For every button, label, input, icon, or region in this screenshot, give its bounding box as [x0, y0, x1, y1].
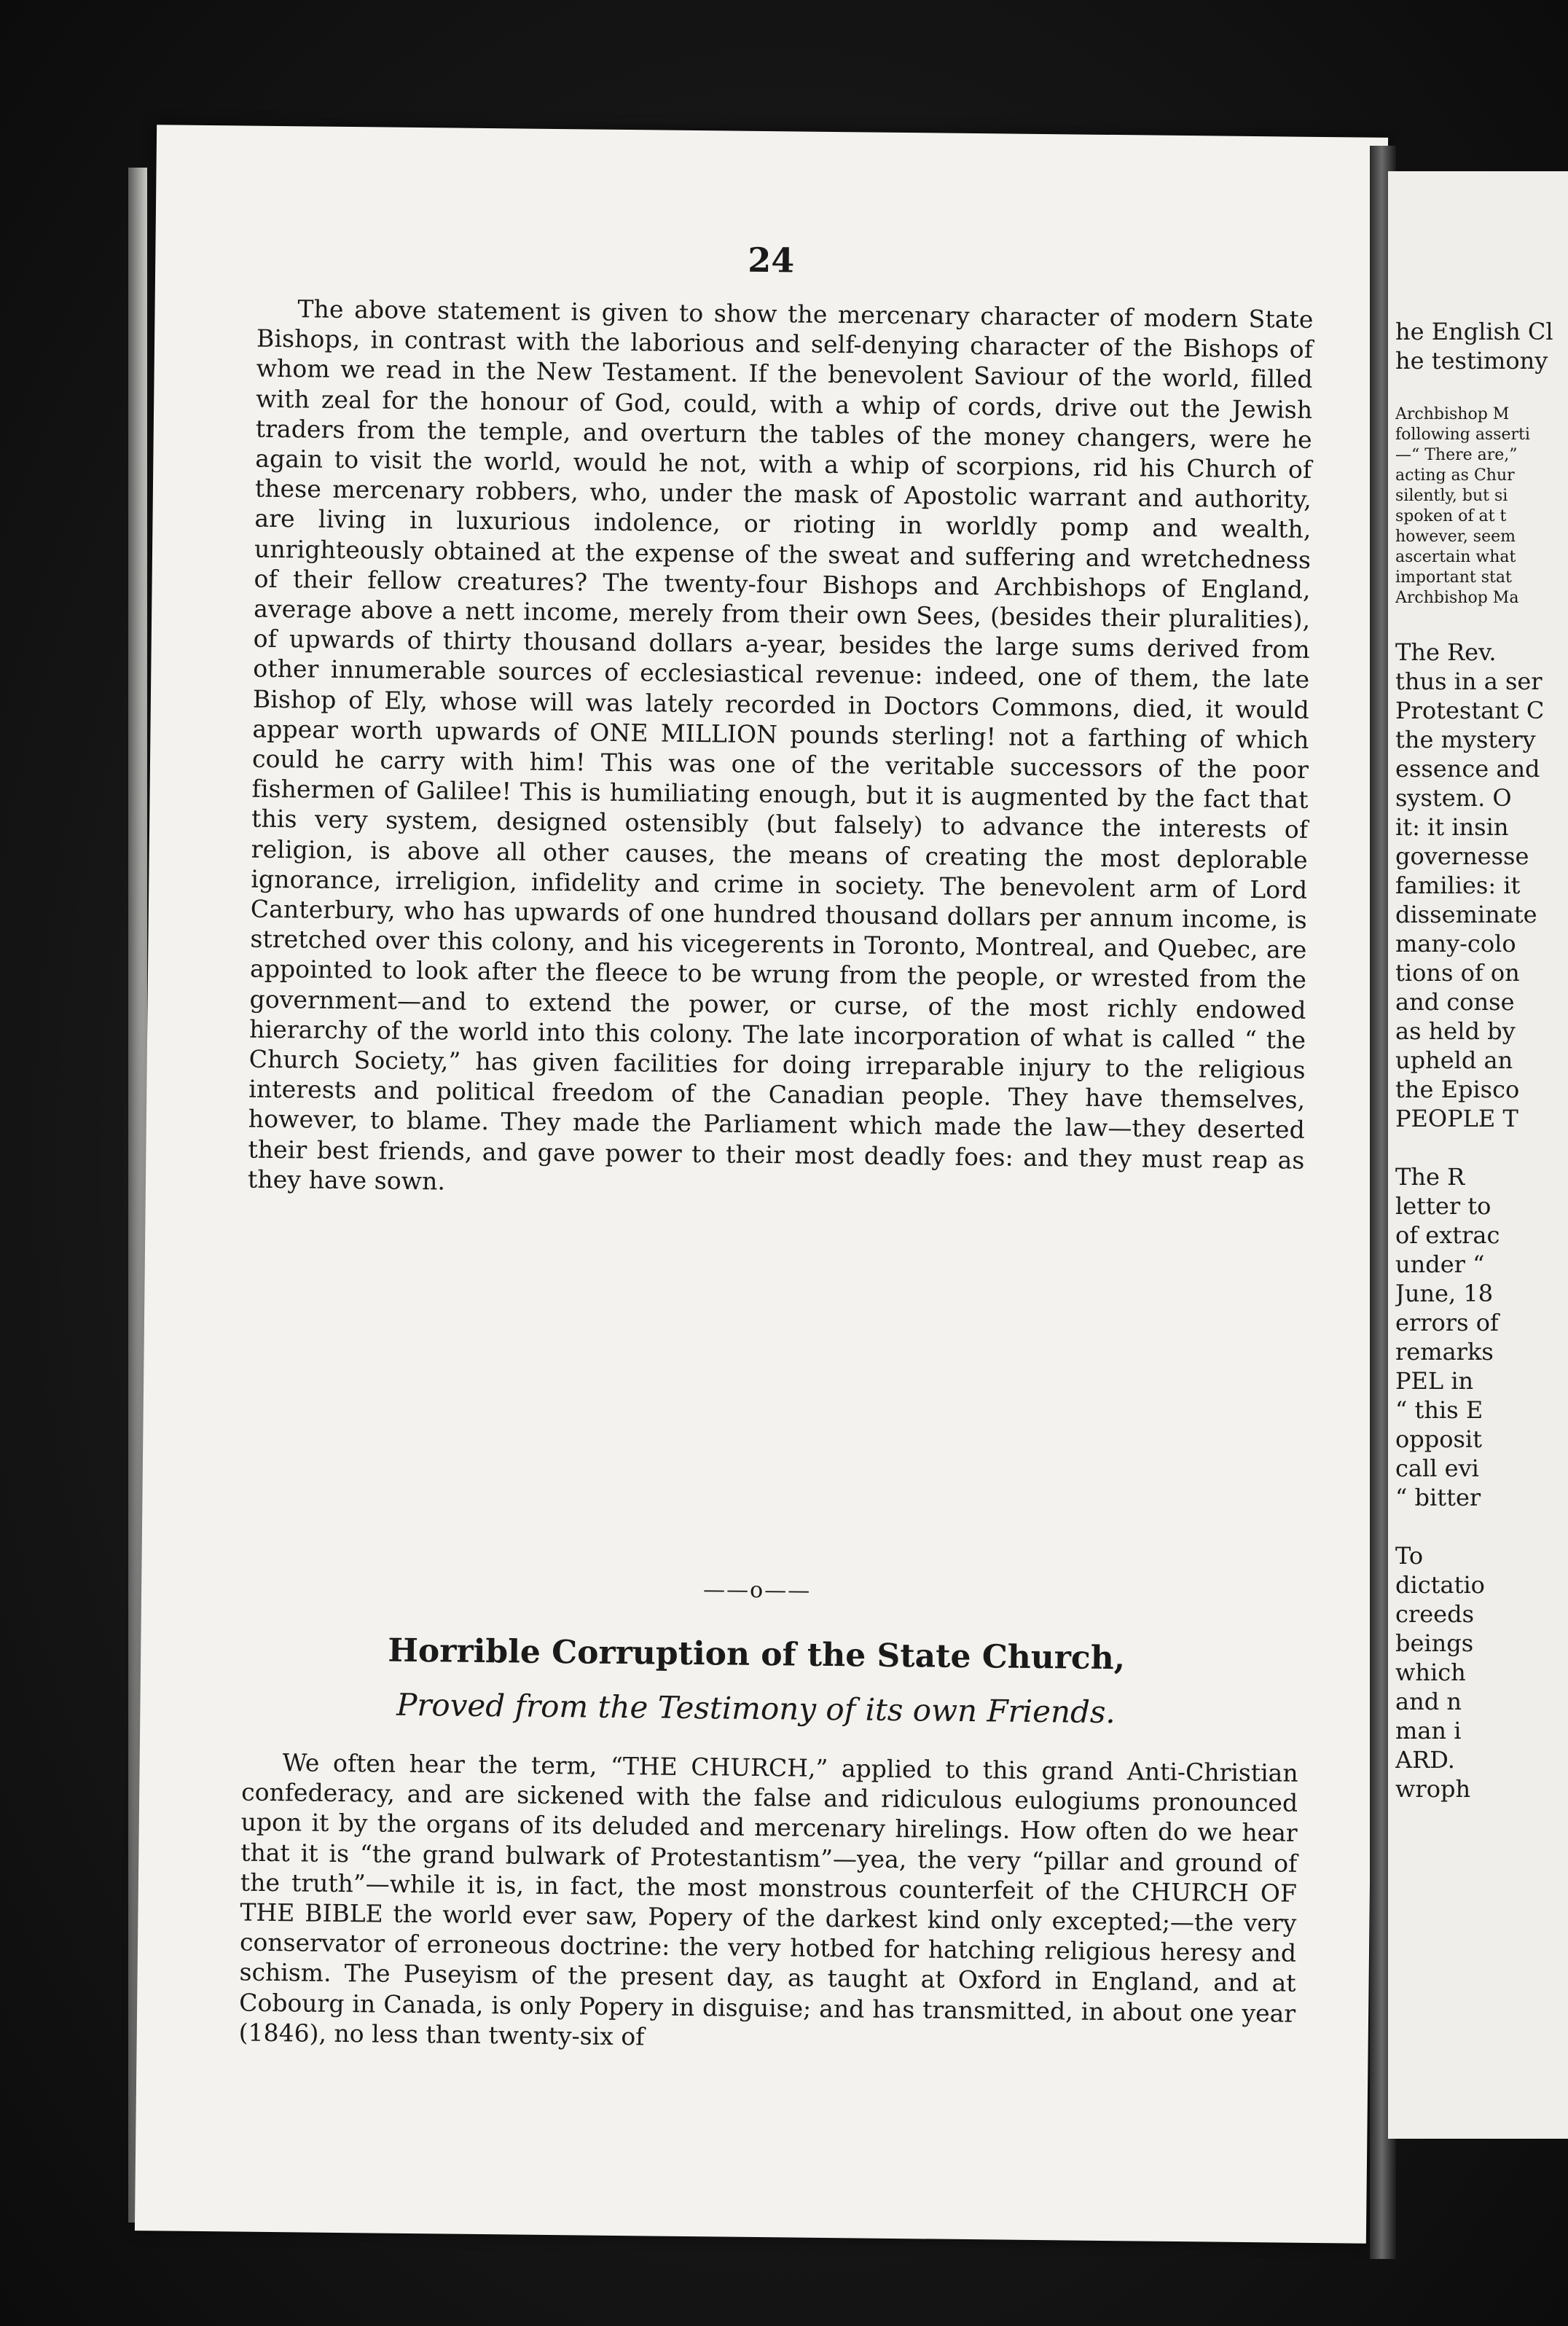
right-page-line: man i — [1395, 1717, 1462, 1744]
right-page-line: he testimony — [1395, 347, 1548, 375]
page-number: 24 — [747, 240, 795, 281]
right-page-line: PEL in — [1395, 1367, 1474, 1395]
right-page-line: important stat — [1395, 568, 1512, 587]
right-page-line: silently, but si — [1395, 487, 1508, 505]
right-page-line: the Episco — [1395, 1076, 1520, 1103]
right-page-line: governesse — [1395, 842, 1529, 870]
right-page-line: opposit — [1395, 1425, 1483, 1453]
section-subheading: Proved from the Testimony of its own Friends. — [396, 1686, 1116, 1731]
right-page-line: beings — [1395, 1629, 1474, 1657]
section-heading: Horrible Corruption of the State Church, — [388, 1632, 1126, 1677]
right-page-line: he English Cl — [1395, 318, 1553, 345]
right-page-line: and n — [1395, 1688, 1462, 1715]
right-page-line: letter to — [1395, 1192, 1491, 1220]
right-page-line: of extrac — [1395, 1221, 1500, 1249]
right-page-line: the mystery — [1395, 726, 1536, 753]
right-page-line: thus in a ser — [1395, 667, 1542, 695]
right-page-line: remarks — [1395, 1338, 1494, 1366]
right-page-line: system. O — [1395, 784, 1512, 812]
right-page-line: creeds — [1395, 1600, 1474, 1628]
right-page-line: under “ — [1395, 1250, 1485, 1278]
right-page-line: June, 18 — [1395, 1280, 1494, 1307]
right-page-line — [1395, 1512, 1568, 1541]
right-page-line: families: it — [1395, 872, 1521, 899]
right-page-line: acting as Chur — [1395, 466, 1515, 485]
right-page-line: errors of — [1395, 1309, 1499, 1336]
right-page-line: Archbishop Ma — [1395, 589, 1519, 607]
right-page-line: ascertain what — [1395, 548, 1516, 566]
right-page-text — [1395, 317, 1568, 1804]
right-page-line: spoken of at t — [1395, 507, 1507, 525]
right-page-line: Archbishop M — [1395, 405, 1510, 423]
right-page-line: Protestant C — [1395, 697, 1545, 724]
right-page-line: The R — [1395, 1163, 1465, 1191]
right-page-line: “ bitter — [1395, 1484, 1481, 1511]
right-page-line: it: it insin — [1395, 813, 1509, 841]
paragraph-mercenary-bishops: The above statement is given to show the mercenary character of modern State Bishops, in contrast with the laborious and self-denying character of the Bishops of whom we read in the New Testament. If the benevolent Saviour of the world, filled with zeal for the honour of God, could, with a whip of cords, drive out the Jewish traders from the temple, and overturn the tables of the money changers, were he again to visit the world, would he not, with a whip of scorpions, rid his Church of these mercenary robbers, who, under the mask of Apostolic warrant and authority, are living in luxurious indolence, or rioting in worldly pomp and wealth, unrighteously obtained at the expense of the sweat and suffering and wretchedness of their fellow creatures? The twenty-four Bishops and Archbishops of England, average above a nett income, merely from their own Sees, (besides their pluralities), of upwards of thirty thousand dollars a-year, besides the large sums derived from other innumerable sources of ecclesiastical revenue: indeed, one of them, the late Bishop of Ely, whose will was lately recorded in Doctors Commons, died, it would appear worth upwards of ONE MILLION pounds sterling! not a farthing of which could he carry with him! This was one of the veritable successors of the poor fishermen of Galilee! This is humiliating enough, but it is augmented by the fact that this very system, designed ostensibly (but falsely) to advance the interests of religion, is above all other causes, the means of creating the most deplorable ignorance, irreligion, infidelity and crime in society. The benevolent arm of Lord Canterbury, who has upwards of one hundred thousand dollars per annum income, is stretched over this colony, and his vicegerents in Toronto, Montreal, and Quebec, are appointed to look after the fleece to be wrung from the people, or wrested from the government—and to extend the power, or curse, of the most richly endowed hierarchy of the world into this colony. The late incorporation of what is called “ the Church Society,” has given facilities for doing irreparable injury to the religious interests and political freedom of the Canadian people. They have themselves, however, to blame. They made the Parliament which made the law—they deserted their best friends, and gave power to their most deadly foes: and they must reap as they have sown. — [247, 294, 1314, 1196]
right-page-line: however, seem — [1395, 528, 1516, 546]
right-page-line: as held by — [1395, 1017, 1516, 1045]
right-page-line: following asserti — [1395, 426, 1530, 444]
right-page-line: many-colo — [1395, 930, 1516, 958]
right-page-line: —“ There are,” — [1395, 446, 1518, 464]
body-text-block — [248, 294, 1314, 1205]
right-page-line: wroph — [1395, 1775, 1471, 1803]
right-page-line: upheld an — [1395, 1046, 1513, 1074]
right-page-line: which — [1395, 1659, 1466, 1686]
paragraph-the-church: We often hear the term, “THE CHURCH,” applied to this grand Anti-Christian confederacy, and are sickened with the false and ridiculous eulogiums pronounced upon it by the organs of its deluded and mercenary hirelings. How often do we hear that it is “the grand bulwark of Protestantism”—yea, the very “pillar and ground of the truth”—while it is, in fact, the most monstrous counterfeit of the CHURCH OF THE BIBLE the world ever saw, Popery of the darkest kind only excepted;—the very conservator of erroneous doctrine: the very hotbed for hatching religious heresy and schism. The Puseyism of the present day, as taught at Oxford in England, and at Cobourg in Canada, is only Popery in disguise; and has transmitted, in about one year (1846), no less than twenty-six of — [238, 1748, 1298, 2051]
right-page-line: dictatio — [1395, 1571, 1485, 1599]
right-page-line: essence and — [1395, 755, 1540, 783]
right-page-line — [1395, 608, 1568, 638]
right-page-line: and conse — [1395, 988, 1515, 1016]
body-text-block-2 — [239, 1747, 1298, 2059]
right-page-line: tions of on — [1395, 959, 1520, 987]
right-page-line: ARD. — [1395, 1746, 1455, 1774]
right-page-line: disseminate — [1395, 901, 1537, 928]
right-page-line — [1395, 375, 1568, 404]
section-divider: ——o—— — [702, 1577, 812, 1604]
right-page-line: To — [1395, 1542, 1424, 1570]
right-page-line — [1395, 1133, 1568, 1162]
left-page — [135, 125, 1388, 2244]
right-page-line: call evi — [1395, 1454, 1479, 1482]
right-page-line: PEOPLE T — [1395, 1105, 1518, 1132]
right-page-line: The Rev. — [1395, 638, 1497, 666]
right-page-line: “ this E — [1395, 1396, 1483, 1424]
right-page-fragment — [1388, 171, 1568, 2139]
